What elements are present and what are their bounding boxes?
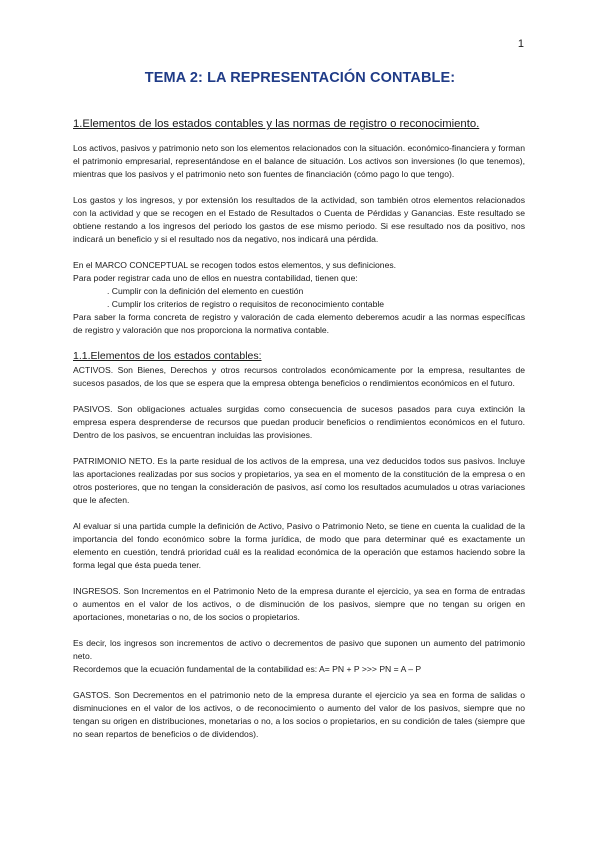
paragraph-para-registrar: Para poder registrar cada uno de ellos en nuestra contabilidad, tienen que: bbox=[73, 273, 358, 283]
paragraph-activos: ACTIVOS. Son Bienes, Derechos y otros recursos controlados económicamente por la empresa, resultantes de sucesos pasados, de los que se espera que la empresa obtenga beneficios o rendimientos económicos en el futuro. bbox=[73, 365, 525, 388]
list-item-criterios: . Cumplir los criterios de registro o requisitos de reconocimiento contable bbox=[107, 299, 385, 309]
paragraph-evaluar: Al evaluar si una partida cumple la definición de Activo, Pasivo o Patrimonio Neto, se tiene en cuenta la cualidad de la importancia del fondo económico sobre la forma jurídica, de modo que para determinar qué es exactamente un elemento en cuestión, tendrá prioridad cuál es la realidad económica de la operación que estamos haciendo sobre la forma legal que ésta pueda tener. bbox=[73, 521, 525, 570]
document-body bbox=[73, 118, 525, 741]
paragraph-activos-pasivos: Los activos, pasivos y patrimonio neto son los elementos relacionados con la situación. económico-financiera y forman el patrimonio empresarial, representándose en el balance de situación. Los activos son inversiones (lo que tenemos), mientras que los pasivos y el patrimonio neto son fuentes de financiación (cómo pago lo que tengo). bbox=[73, 143, 525, 179]
list-item-definicion: . Cumplir con la definición del elemento en cuestión bbox=[107, 286, 304, 296]
paragraph-normas: Para saber la forma concreta de registro y valoración de cada elemento deberemos acudir a las normas específicas de registro y valoración que nos proporciona la normativa contable. bbox=[73, 312, 525, 335]
paragraph-ecuacion: Recordemos que la ecuación fundamental de la contabilidad es: A= PN + P >>> PN = A – P bbox=[73, 664, 422, 674]
paragraph-patrimonio-neto: PATRIMONIO NETO. Es la parte residual de los activos de la empresa, una vez deducidos todos sus pasivos. Incluye las aportaciones realizadas por sus socios y propietarios, ya sea en el momento de la constitución de la empresa o en otros posteriores, que no tengan la consideración de pasivos, así como los resultados acumulados u otras variaciones que le afecten. bbox=[73, 456, 525, 505]
paragraph-gastos: GASTOS. Son Decrementos en el patrimonio neto de la empresa durante el ejercicio ya sea en forma de salidas o disminuciones en el valor de los activos, o de reconocimiento o aumento del valor de los pasivos, siempre que no tengan su origen en distribuciones, monetarias o no, a los socios o propietarios, en su condición de tales (siempre que no sean repartos de beneficios o de dividendos). bbox=[73, 690, 525, 739]
paragraph-gastos-ingresos: Los gastos y los ingresos, y por extensión los resultados de la actividad, son también otros elementos relacionados con la actividad y que se recogen en el Estado de Resultados o Cuenta de Pérdidas y Ganancias. Este resultado se obtiene restando a los ingresos del periodo los gastos de ese mismo periodo. Si ese resultado nos da positivo, nos indicará un beneficio y si el resultado nos da negativo, nos indicará una pérdida. bbox=[73, 195, 525, 244]
paragraph-es-decir: Es decir, los ingresos son incrementos de activo o decrementos de pasivo que suponen un aumento del patrimonio neto. bbox=[73, 638, 525, 661]
section-heading-1-1: 1.1.Elementos de los estados contables: bbox=[73, 350, 262, 362]
page-title: TEMA 2: LA REPRESENTACIÓN CONTABLE: bbox=[144, 70, 456, 86]
page-number: 1 bbox=[517, 38, 524, 50]
paragraph-ingresos: INGRESOS. Son Incrementos en el Patrimonio Neto de la empresa durante el ejercicio, ya sea en forma de entradas o aumentos en el valor de los activos, o de disminución de los pasivos, siempre que no tengan su origen en aportaciones, monetarias o no, de los socios o propietarios. bbox=[73, 586, 525, 622]
paragraph-marco-conceptual: En el MARCO CONCEPTUAL se recogen todos estos elementos, y sus definiciones. bbox=[73, 260, 397, 270]
section-heading-1: 1.Elementos de los estados contables y las normas de registro o reconocimiento. bbox=[73, 118, 480, 130]
paragraph-pasivos: PASIVOS. Son obligaciones actuales surgidas como consecuencia de sucesos pasados para cuya extinción la empresa espera desprenderse de recursos que puedan producir beneficios o rendimientos económicos en el futuro. Dentro de los pasivos, se encuentran incluidas las provisiones. bbox=[73, 404, 525, 440]
